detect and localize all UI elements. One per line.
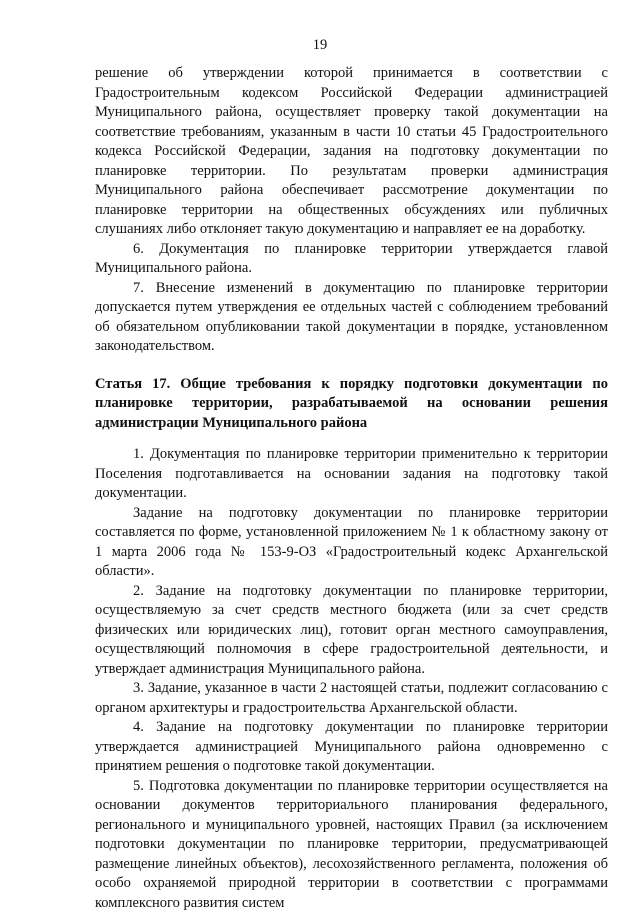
paragraph-item-7: 7. Внесение изменений в документацию по планировке территории допускается путем утверждения ее отдельных частей с соблюдением требований об обязательном опубликовании такой документации в порядке, установленном законодательством. (95, 279, 608, 357)
paragraph-task-form: Задание на подготовку документации по планировке территории составляется по форме, установленной приложением № 1 к областному закону от 1 марта 2006 года № 153-9-ОЗ «Градостроительный кодекс Архангельской области». (95, 504, 608, 582)
paragraph-item-4: 4. Задание на подготовку документации по планировке территории утверждается администрацией Муниципального района одновременно с принятием решения о подготовке такой документации. (95, 718, 608, 777)
document-body (95, 64, 608, 913)
page-number: 19 (0, 37, 640, 53)
paragraph-item-2: 2. Задание на подготовку документации по планировке территории, осуществляемую за счет средств местного бюджета (или за счет средств физических или юридических лиц), готовит орган местного самоуправления, осуществляющий полномочия в сфере градостроительной деятельности, и утверждает администрация Муниципального района. (95, 582, 608, 680)
paragraph-item-1: 1. Документация по планировке территории применительно к территории Поселения подготавливается на основании задания на подготовку такой документации. (95, 445, 608, 504)
paragraph-item-6: 6. Документация по планировке территории утверждается главой Муниципального района. (95, 240, 608, 279)
paragraph-continuation: решение об утверждении которой принимается в соответствии с Градостроительным кодексом Российской Федерации администрацией Муниципального района, осуществляет проверку такой документации на соответствие требованиям, указанным в части 10 статьи 45 Градостроительного кодекса Российской Федерации, задания на подготовку документации по планировке территории. По результатам проверки администрация Муниципального района обеспечивает рассмотрение документации по планировке территории на общественных обсуждениях или публичных слушаниях либо отклоняет такую документацию и направляет ее на доработку. (95, 64, 608, 240)
paragraph-item-5: 5. Подготовка документации по планировке территории осуществляется на основании документов территориального планирования федерального, регионального и муниципального уровней, настоящих Правил (за исключением подготовки документации по планировке территории, предусматривающей размещение линейных объектов), лесохозяйственного регламента, положения об особо охраняемой природной территории в соответствии с программами комплексного развития систем (95, 777, 608, 913)
paragraph-item-3: 3. Задание, указанное в части 2 настоящей статьи, подлежит согласованию с органом архитектуры и градостроительства Архангельской области. (95, 679, 608, 718)
article-heading: Статья 17. Общие требования к порядку подготовки документации по планировке территории, разрабатываемой на основании решения администрации Муниципального района (95, 375, 608, 434)
